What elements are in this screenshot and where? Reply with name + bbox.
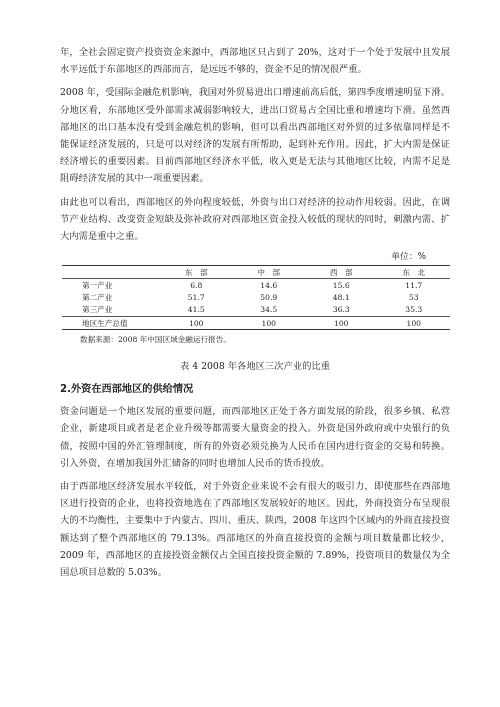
header-cell-west: 西 部 <box>305 266 378 279</box>
table-cell: 34.5 <box>260 305 278 315</box>
industry-share-table <box>62 265 450 330</box>
table-cell: 50.9 <box>260 293 278 303</box>
table-cell: 41.5 <box>187 305 205 315</box>
table-cell: 100 <box>233 316 306 329</box>
header-cell-blank <box>62 266 160 279</box>
header-cell-northeast: 东 北 <box>378 266 451 279</box>
table-cell: 100 <box>378 316 451 329</box>
paragraph: 年，全社会固定资产投资资金来源中，西部地区只占到了 20%，这对于一个处于发展中且发展水平远低于东部地区的西部而言，是远远不够的，资金不足的情况很严重。 <box>60 47 450 76</box>
table-header-row <box>62 266 450 279</box>
header-cell-central: 中 部 <box>233 266 306 279</box>
table-cell: 100 <box>160 316 233 329</box>
paragraph: 由此也可以看出，西部地区的外向程度较低，外资与出口对经济的拉动作用较弱。因此，在调节产业结构、改变资金短缺及弥补政府对西部地区资金投入较低的现状的同时，刺激内需、扩大内需是重中之重。 <box>60 196 450 243</box>
table-cell: 15.6 <box>332 281 350 291</box>
table-row-total <box>62 316 450 329</box>
table-cell: 6.8 <box>190 281 203 291</box>
row-label: 第二产业 <box>82 293 113 303</box>
table-row <box>62 292 450 304</box>
table-cell: 100 <box>305 316 378 329</box>
row-label: 第一产业 <box>82 281 113 291</box>
table-caption: 表 4 2008 年各地区三次产业的比重 <box>179 361 330 373</box>
table-cell: 51.7 <box>187 293 205 303</box>
section-heading: 2.外资在西部地区的供给情况 <box>60 384 194 396</box>
row-label: 第三产业 <box>82 305 113 315</box>
table-cell: 48.1 <box>332 293 350 303</box>
table-unit-label: 单位：% <box>391 252 426 263</box>
paragraph: 资金问题是一个地区发展的重要问题，而西部地区正处于各方面发展的阶段，很多乡镇、私营企业，新建项目或者是老企业升级等都需要大量资金的投入。外资是国外政府或中央银行的负债，按照中国的外汇管理制度，所有的外资必须兑换为人民币在国内进行资金的交易和转换。引入外资，在增加我国外汇储备的同时也增加人民币的货币投放。 <box>60 406 450 469</box>
header-cell-east: 东 部 <box>160 266 233 279</box>
paragraph: 由于西部地区经济发展水平较低，对于外资企业来说不会有很大的吸引力，即使那些在西部地区进行投资的企业，也将投资地选在了西部地区发展较好的地区。因此，外商投资分布呈现很大的不均衡性，主要集中于内蒙古、四川、重庆、陕西，2008 年这四个区域内的外商直接投资额达到了整个西部地区的 79.13%。西部地区的外商直接投资的金额与项目数量都比较少，2009 年，西部地区的直接投资金额仅占全国直接投资金额的 7.89%，投资项目的数量仅为全国总项目总数的 5.03%。 <box>60 480 450 578</box>
document-body <box>60 44 450 587</box>
table-row <box>62 279 450 292</box>
table-cell: 36.3 <box>332 305 350 315</box>
table-cell: 14.6 <box>260 281 278 291</box>
table-cell: 35.3 <box>405 305 423 315</box>
row-label: 地区生产总值 <box>62 316 160 329</box>
table-row <box>62 304 450 317</box>
table-source-note: 数据来源：2008 年中国区域金融运行报告。 <box>80 335 231 345</box>
paragraph: 2008 年，受国际金融危机影响，我国对外贸易进出口增速前高后低，第四季度增速明显下滑。分地区看，东部地区受外部需求减弱影响较大，进出口贸易占全国比重和增速均下滑。虽然西部地区的出口基本没有受到金融危机的影响，但可以看出西部地区对外贸的过多依靠同样是不能保证经济发展的，只是可以对经济的发展有所帮助，起到补充作用。因此，扩大内需是保证经济增长的重要因素。目前西部地区经济水平低，收入更是无法与其他地区比较，内需不足是阻碍经济发展的其中一项重要因素。 <box>60 87 450 185</box>
table-cell: 53 <box>408 293 419 303</box>
table-cell: 11.7 <box>405 281 423 291</box>
